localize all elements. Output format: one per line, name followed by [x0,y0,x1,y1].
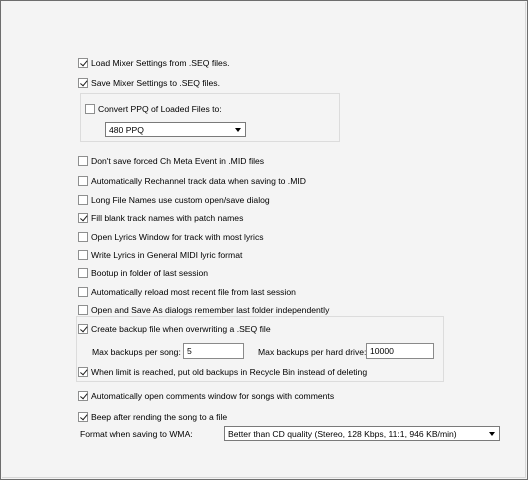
max-per-drive-label: Max backups per hard drive: [258,346,367,357]
convert-ppq-option[interactable] [85,102,222,115]
ppq-select-value: 480 PPQ [109,124,144,135]
max-per-drive-input[interactable] [366,343,434,359]
long-file-names-option[interactable] [78,193,270,206]
load-mixer-option[interactable] [78,56,230,69]
auto-rechannel-checkbox[interactable] [78,176,88,186]
save-mixer-option[interactable] [78,76,220,89]
recycle-bin-label: When limit is reached, put old backups in Recycle Bin instead of deleting [91,366,368,377]
create-backup-checkbox[interactable] [78,324,88,334]
open-save-independent-checkbox[interactable] [78,305,88,315]
max-per-song-input[interactable] [183,343,244,359]
no-forced-meta-checkbox[interactable] [78,156,88,166]
create-backup-option[interactable] [78,322,271,335]
open-save-independent-label: Open and Save As dialogs remember last folder independently [91,304,330,315]
bootup-last-session-option[interactable] [78,266,208,279]
fill-blank-tracks-option[interactable] [78,211,243,224]
auto-open-comments-label: Automatically open comments window for songs with comments [91,390,335,401]
auto-reload-recent-option[interactable] [78,285,296,298]
max-per-drive-value: 10000 [370,346,394,356]
write-lyrics-gm-option[interactable] [78,248,242,261]
recycle-bin-option[interactable] [78,365,367,378]
save-mixer-checkbox[interactable] [78,78,88,88]
long-file-names-checkbox[interactable] [78,195,88,205]
beep-after-render-option[interactable] [78,410,227,423]
fill-blank-tracks-checkbox[interactable] [78,213,88,223]
wma-format-select[interactable] [224,426,500,441]
load-mixer-label: Load Mixer Settings from .SEQ files. [91,57,230,68]
auto-reload-recent-checkbox[interactable] [78,287,88,297]
write-lyrics-gm-label: Write Lyrics in General MIDI lyric format [91,249,243,260]
chevron-down-icon [489,432,495,436]
auto-open-comments-option[interactable] [78,389,334,402]
beep-after-render-label: Beep after rending the song to a file [91,411,228,422]
recycle-bin-checkbox[interactable] [78,367,88,377]
wma-format-label: Format when saving to WMA: [80,428,193,439]
save-mixer-label: Save Mixer Settings to .SEQ files. [91,77,220,88]
bootup-last-session-checkbox[interactable] [78,268,88,278]
auto-rechannel-label: Automatically Rechannel track data when saving to .MID [91,175,306,186]
open-lyrics-window-option[interactable] [78,230,264,243]
open-lyrics-window-label: Open Lyrics Window for track with most lyrics [91,231,264,242]
long-file-names-label: Long File Names use custom open/save dialog [91,194,270,205]
no-forced-meta-option[interactable] [78,154,264,167]
bootup-last-session-label: Bootup in folder of last session [91,267,209,278]
max-per-song-label: Max backups per song: [92,346,181,357]
wma-format-value: Better than CD quality (Stereo, 128 Kbps, 11:1, 946 KB/min) [228,428,457,439]
open-save-independent-option[interactable] [78,303,329,316]
fill-blank-tracks-label: Fill blank track names with patch names [91,212,244,223]
create-backup-label: Create backup file when overwriting a .SEQ file [91,323,271,334]
chevron-down-icon [235,128,241,132]
ppq-select[interactable] [105,122,246,137]
beep-after-render-checkbox[interactable] [78,412,88,422]
auto-open-comments-checkbox[interactable] [78,391,88,401]
open-lyrics-window-checkbox[interactable] [78,232,88,242]
convert-ppq-label: Convert PPQ of Loaded Files to: [98,103,222,114]
no-forced-meta-label: Don't save forced Ch Meta Event in .MID files [91,155,265,166]
load-mixer-checkbox[interactable] [78,58,88,68]
auto-rechannel-option[interactable] [78,174,306,187]
convert-ppq-checkbox[interactable] [85,104,95,114]
write-lyrics-gm-checkbox[interactable] [78,250,88,260]
auto-reload-recent-label: Automatically reload most recent file from last session [91,286,296,297]
max-per-song-value: 5 [187,346,192,356]
